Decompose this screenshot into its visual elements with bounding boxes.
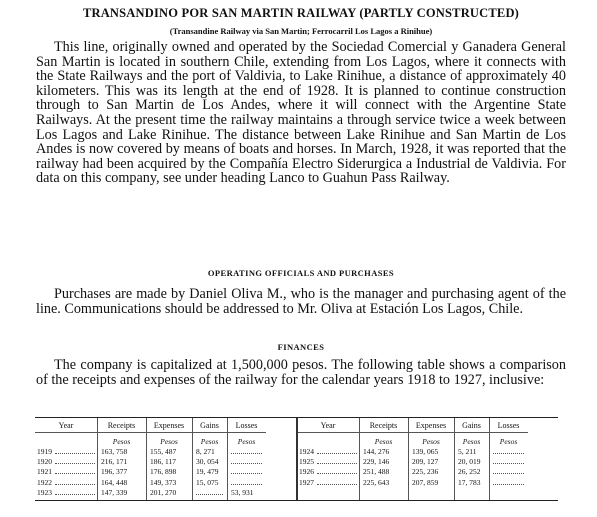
gains-cell: 17, 783 [458,477,481,487]
column-header-gains: Gains [200,421,219,430]
leader-dots [317,457,357,464]
panel-separator [296,418,298,500]
column-divider [97,418,98,500]
gains-cell: 19, 479 [196,467,219,477]
year-cell: 1926 [299,467,314,477]
gains-cell: 26, 252 [458,467,481,477]
column-header-expenses: Expenses [415,421,447,430]
finances-table [35,417,558,501]
expenses-cell: 155, 487 [150,447,177,456]
gains-cell: 8, 271 [196,447,215,456]
expenses-cell: 225, 236 [412,467,439,477]
column-header-receipts: Receipts [369,421,398,430]
year-cell: 1925 [299,457,314,467]
empty-cell-dots [196,488,223,495]
empty-cell-dots [231,447,262,454]
empty-cell-dots [231,457,262,464]
unit-label: Pesos [374,437,393,446]
column-divider [408,418,409,500]
leader-dots [55,457,95,464]
column-divider [227,418,228,500]
leader-dots [55,467,95,474]
receipts-cell: 251, 488 [363,467,390,477]
column-header-gains: Gains [462,421,481,430]
receipts-cell: 164, 448 [101,477,128,487]
finances-heading: FINANCES [277,342,325,352]
expenses-cell: 176, 898 [150,467,177,477]
gains-cell: 20, 019 [458,457,481,467]
year-cell: 1923 [37,487,52,497]
leader-dots [55,478,95,485]
unit-label: Pesos [160,437,178,446]
unit-label: Pesos [422,437,440,446]
leader-dots [55,488,95,495]
receipts-cell: 225, 643 [363,477,390,487]
losses-cell: 53, 931 [231,487,254,497]
leader-dots [317,447,357,454]
expenses-cell: 209, 127 [412,457,439,467]
empty-cell-dots [493,457,524,464]
gains-cell: 15, 075 [196,477,219,487]
leader-dots [317,478,357,485]
year-cell: 1924 [299,447,314,456]
expenses-cell: 149, 373 [150,477,177,487]
gains-cell: 5, 211 [458,447,477,456]
unit-label: Pesos [499,437,518,446]
receipts-cell: 216, 171 [101,457,128,467]
empty-cell-dots [493,447,524,454]
empty-cell-dots [231,467,262,474]
expenses-cell: 139, 065 [412,447,439,456]
year-cell: 1919 [37,447,52,456]
column-header-receipts: Receipts [107,421,136,430]
empty-cell-dots [493,467,524,474]
year-cell: 1920 [37,457,52,467]
year-cell: 1922 [37,477,52,487]
receipts-cell: 163, 758 [101,447,128,456]
column-divider [146,418,147,500]
column-divider [454,418,455,500]
year-cell: 1921 [37,467,52,477]
unit-label: Pesos [237,437,256,446]
empty-cell-dots [493,478,524,485]
receipts-cell: 144, 276 [363,447,390,456]
unit-label: Pesos [462,437,481,446]
section-subtitle: (Transandine Railway via San Martin; Ferrocarril Los Lagos a Rinihue) [169,26,433,36]
column-header-losses: Losses [235,421,258,430]
section-title: TRANSANDINO POR SAN MARTIN RAILWAY (PARTLY CONSTRUCTED) [82,6,520,20]
header-rule [297,432,528,433]
intro-paragraph: This line, originally owned and operated by the Sociedad Comercial y Ganadera General San Martin is located in southern Chile, extending from Los Lagos, where it connects with the State Railways and the port of Valdivia, to Lake Rinihue, a distance of approximately 40 kilometers. This was its length at the end of 1928. It is planned to continue construction through to San Martin de Los Andes, where it will connect with the Argentine State Railways. At the present time the railway maintains a through service twice a week between Los Lagos and Lake Rinihue. The distance between Lake Rinihue and San Martin de Los Andes is now covered by means of boats and horses. In March, 1928, it was reported that the railway had been acquired by the Compañía Electro Siderurgica a Industrial de Valdivia. For data on this company, see under heading Lanco to Guahun Pass Railway. [36,39,566,187]
gains-cell: 30, 054 [196,457,219,467]
receipts-cell: 229, 146 [363,457,390,467]
column-header-year: Year [320,421,336,430]
unit-label: Pesos [112,437,131,446]
column-divider [489,418,490,500]
column-divider [192,418,193,500]
leader-dots [55,447,95,454]
year-cell: 1927 [299,477,314,487]
unit-label: Pesos [200,437,219,446]
leader-dots [317,467,357,474]
finances-paragraph: The company is capitalized at 1,500,000 pesos. The following table shows a comparison of the receipts and expenses of the railway for the calendar years 1918 to 1927, inclusive: [36,357,566,388]
column-header-losses: Losses [497,421,520,430]
column-header-year: Year [58,421,74,430]
expenses-cell: 186, 117 [150,457,176,467]
empty-cell-dots [231,478,262,485]
header-rule [35,432,266,433]
column-divider [359,418,360,500]
purchases-paragraph: Purchases are made by Daniel Oliva M., who is the manager and purchasing agent of the line. Communications should be addressed to Mr. Oliva at Estación Los Lagos, Chile. [36,286,566,317]
officials-heading: OPERATING OFFICIALS AND PURCHASES [207,268,395,278]
receipts-cell: 196, 377 [101,467,128,477]
column-header-expenses: Expenses [153,421,185,430]
expenses-cell: 207, 859 [412,477,439,487]
expenses-cell: 201, 270 [150,487,177,497]
receipts-cell: 147, 339 [101,487,128,497]
